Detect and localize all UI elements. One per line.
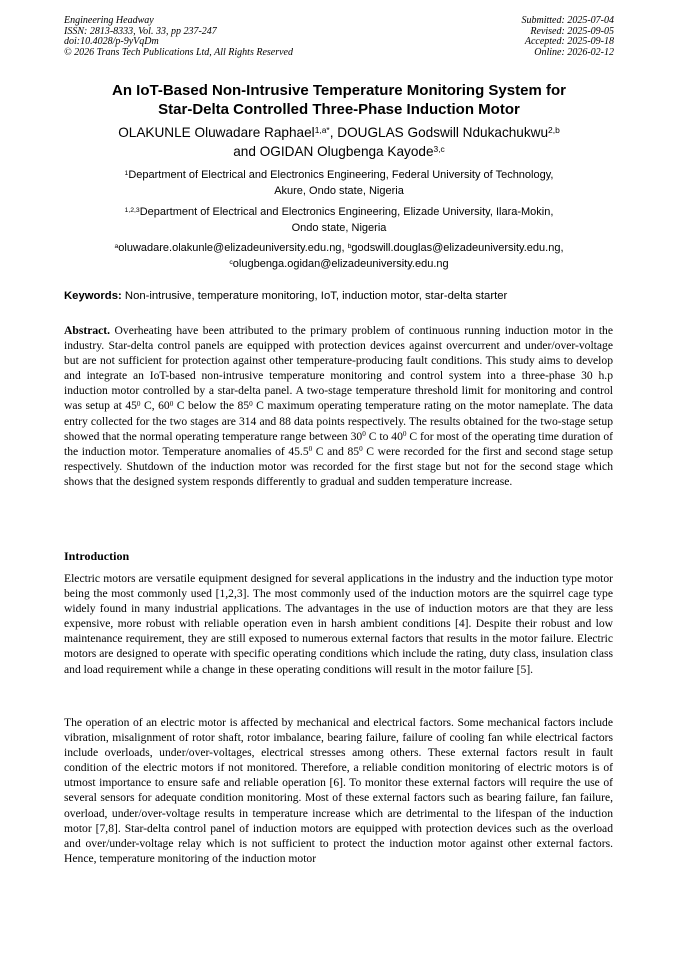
affiliation-text: Department of Electrical and Electronics Engineering, Elizade University, Ilara-Mokin,: [139, 206, 554, 218]
abstract-text: C to 40: [365, 429, 403, 443]
degree-superscript: 0: [169, 399, 174, 408]
affiliation-2: [80, 205, 598, 236]
email-line: [80, 257, 598, 273]
paragraph-text: The operation of an electric motor is affected by mechanical and electrical factors. Some mechanical factors include vibration, misalignment of rotor shaft, rotor imbalance, bearing failure, failure of cooling fan while electrical factors include overloads, under/over-voltages, electrical stresses among others. These external factors result in fault condition of the electric motors if not monitored. Therefore, a reliable condition monitoring of electric motors is of utmost importance to ensure safe and reliable operation [6]. To monitor these external factors will require the use of several sensors for adequate condition monitoring. Most of these external factors such as bearing failure, fan failure, overload, under/over-voltage results in temperature increase which are detrimental to the lifespan of the induction motor [7,8]. Star-delta control panel of induction motors are equipped with protection devices such as the overload and over/under-voltage relay which is not sufficient to protect the induction motor against other external factors. Hence, temperature monitoring of the induction motor: [64, 716, 613, 865]
abstract-text: C below the 85: [173, 399, 250, 413]
affiliation-line: [80, 168, 598, 184]
author-superscript: 1,a*: [314, 124, 330, 135]
date-revised: Revised: 2025-09-05: [530, 25, 614, 37]
degree-superscript: 0: [359, 444, 363, 453]
abstract-text: C were recorded for the first and second stage setup respectively. Shutdown of the induction motor was recorded for the first stage but not for the second stage which shows that the designed system responds differently to gradual and sudden temperature increase.: [64, 444, 613, 488]
abstract-text: C and 85: [312, 444, 360, 458]
email-line: $^a$oluwadare.olakunle@elizadeuniversity.edu.ng, $^b$godswill.douglas@elizadeuniversity.edu.ng,: [114, 242, 564, 254]
keywords-text: Non-intrusive, temperature monitoring, IoT, induction motor, star-delta starter: [121, 290, 508, 302]
affiliation-1: [80, 168, 598, 199]
degree-superscript: 0: [362, 429, 366, 438]
introduction-paragraph-2: [64, 715, 613, 866]
abstract-label: Abstract.: [64, 324, 111, 337]
abstract-text: Overheating have been attributed to the primary problem of continuous running induction motor in the industry. Star-delta control panels are equipped with protection devices against overcurrent and under/over-voltage but are not sufficient for protection against other temperature-producing fault conditions. This study aims to develop and integrate an IoT-based non-intrusive temperature monitoring and control system into a three-phase 30 h.p induction motor controlled by a star-delta panel. A two-stage temperature threshold limit for monitoring and control was setup at 45: [64, 324, 613, 413]
email-superscript: a: [114, 243, 119, 251]
author-emails: [80, 241, 598, 272]
email-address: oluwadare.olakunle@elizadeuniversity.edu.ng: [118, 242, 342, 254]
author-superscript: 3,c: [433, 143, 445, 154]
journal-name: Engineering Headway: [64, 15, 154, 26]
author-name: OGIDAN Olugbenga Kayode: [259, 144, 434, 159]
keywords: [64, 289, 624, 304]
abstract-text: C for most of the operating time duration of the induction motor. Temperature anomalies of 45.5: [64, 429, 614, 458]
date-accepted: Accepted: 2025-09-18: [524, 36, 614, 47]
author-name: OLAKUNLE Oluwadare Raphael: [118, 125, 315, 140]
author-name: DOUGLAS Godswill Ndukachukwu: [337, 125, 549, 140]
keywords-label: Keywords:: [64, 290, 122, 302]
abstract: [64, 323, 613, 489]
affiliation-line: Ondo state, Nigeria: [291, 221, 387, 234]
introduction-paragraph-1: [64, 571, 613, 677]
affiliation-superscript: 1: [124, 170, 129, 178]
paper-title: [40, 81, 638, 119]
affiliation-line: Akure, Ondo state, Nigeria: [274, 184, 404, 197]
affiliation-line: [80, 205, 598, 221]
paper-title-line-2: Star-Delta Controlled Three-Phase Induction Motor: [158, 101, 520, 118]
abstract-text: C maximum operating temperature rating on the motor nameplate. The data entry collected for the two stages are 314 and 88 data points respectively. The results obtained for the two-stage setup showed that the normal operating temperature range between 30: [64, 399, 613, 443]
journal-doi: doi:10.4028/p-9yVqDm: [64, 36, 159, 47]
degree-superscript: 0: [308, 444, 313, 453]
email-superscript: c: [229, 258, 233, 266]
email-address: godswill.douglas@elizadeuniversity.edu.ng,: [351, 242, 564, 254]
author-list: [40, 123, 638, 161]
author-conjunction: and: [233, 144, 260, 159]
degree-superscript: 0: [249, 399, 253, 408]
journal-header-right: [522, 16, 615, 58]
journal-issn: ISSN: 2813-8333, Vol. 33, pp 237-247: [64, 25, 217, 37]
email-address: olugbenga.ogidan@elizadeuniversity.edu.ng: [232, 257, 449, 270]
affiliation-text: Department of Electrical and Electronics Engineering, Federal University of Technology,: [128, 169, 554, 181]
email-superscript: b: [347, 243, 352, 251]
abstract-text: C, 60: [140, 399, 170, 413]
degree-superscript: 0: [402, 429, 407, 438]
author-line-2: [40, 142, 638, 161]
journal-copyright: © 2026 Trans Tech Publications Ltd, All Rights Reserved: [64, 46, 293, 58]
paper-title-line-1: An IoT-Based Non-Intrusive Temperature Monitoring System for: [112, 82, 566, 99]
abstract-paragraph: [64, 323, 613, 489]
author-line-1: OLAKUNLE Oluwadare Raphael$^{1,a*}$, DOUGLAS Godswill Ndukachukwu$^{2,b}$: [118, 124, 560, 140]
paragraph-text: Electric motors are versatile equipment designed for several applications in the industry and the induction type motor being the most commonly used [1,2,3]. The most commonly used of the induction motors are the squirrel cage type widely found in many industrial applications. The advantages in the use of induction motors are that they are less expensive, more robust with reliable operation even in harsh ambient conditions [4]. Despite their robust and low maintenance requirement, they are still exposed to numerous external factors that results in the motor failure. Electric motors are designed to operate with specific operating conditions which include the rating, duty class, insulation class and load requirement while a change in these operating conditions will result in the motor failure [5].: [64, 572, 613, 676]
journal-header-left: [64, 16, 293, 58]
date-submitted: Submitted: 2025-07-04: [521, 15, 614, 26]
author-superscript: 2,b: [548, 124, 560, 135]
section-heading-introduction: Introduction: [64, 549, 130, 563]
date-online: Online: 2026-02-12: [534, 46, 614, 58]
degree-superscript: 0: [136, 399, 141, 408]
affiliation-superscript: 1,2,3: [124, 207, 140, 215]
